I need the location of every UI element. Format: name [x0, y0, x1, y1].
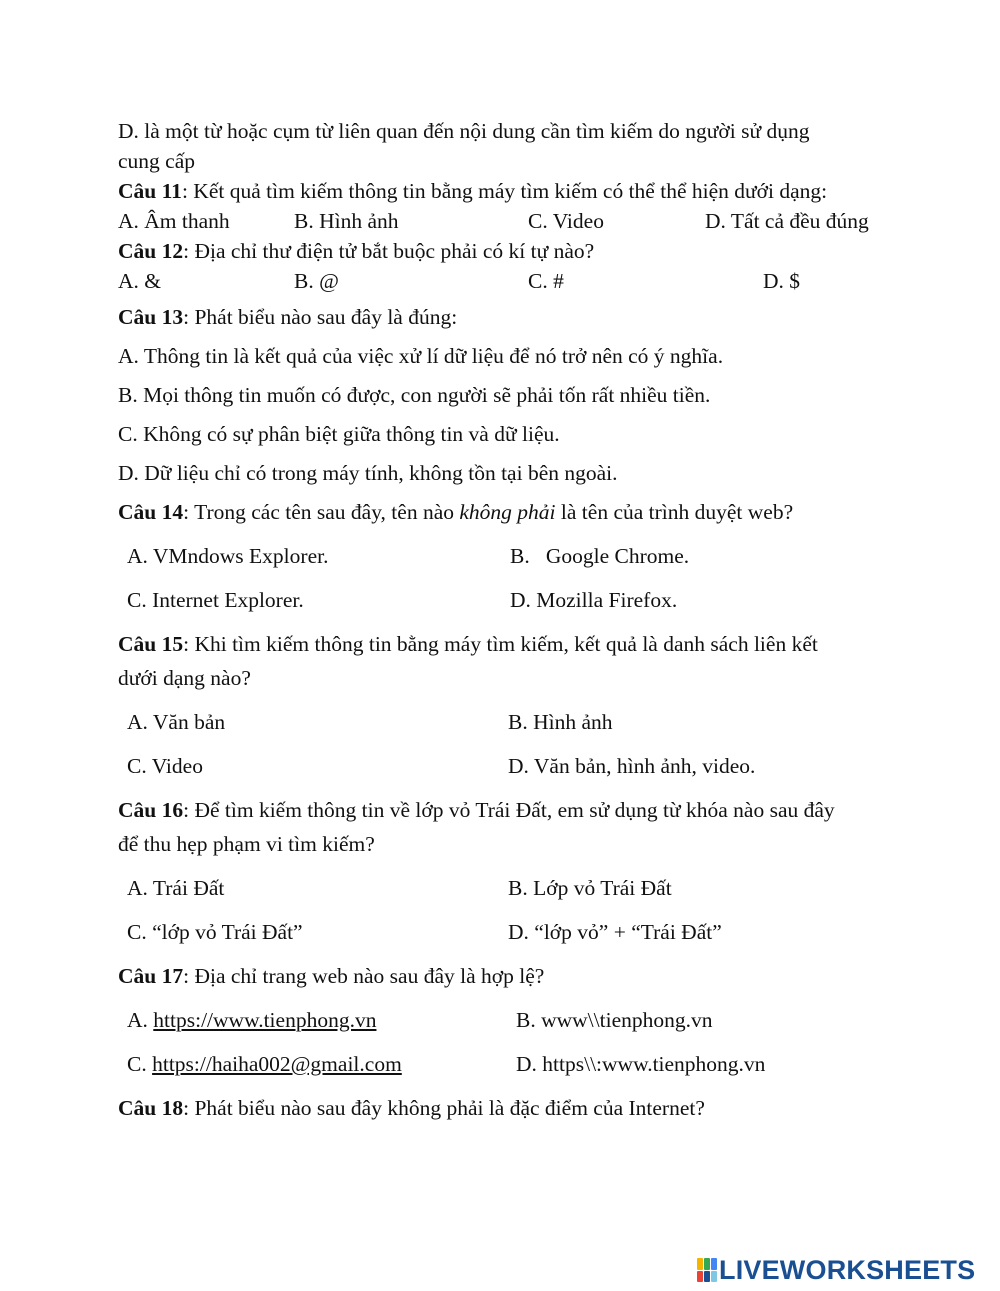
- question-text-end: là tên của trình duyệt web?: [555, 500, 794, 524]
- question-text: : Trong các tên sau đây, tên nào: [183, 500, 460, 524]
- question-12: [118, 236, 594, 266]
- q14-option-c: C. Internet Explorer.: [127, 588, 304, 612]
- question-label: Câu 18: [118, 1096, 184, 1120]
- question-17: [118, 961, 544, 991]
- q14-option-b: B. Google Chrome.: [510, 544, 690, 568]
- question-11: [118, 176, 827, 206]
- question-label: Câu 12: [118, 239, 184, 263]
- question-text: : Để tìm kiếm thông tin về lớp vỏ Trái Đất, em sử dụng từ khóa nào sau đây: [183, 798, 835, 822]
- q14-option-a: A. VMndows Explorer.: [127, 544, 329, 568]
- q15-option-a: A. Văn bản: [127, 710, 226, 734]
- question-label: Câu 13: [118, 305, 184, 329]
- q12-option-a: A. &: [118, 269, 161, 293]
- question-15: [118, 629, 818, 659]
- intro-line-2: cung cấp: [118, 149, 196, 173]
- q11-option-d: D. Tất cả đều đúng: [705, 209, 869, 233]
- q11-option-b: B. Hình ảnh: [294, 209, 399, 233]
- q16-option-d: D. “lớp vỏ” + “Trái Đất”: [508, 920, 722, 944]
- question-text: : Khi tìm kiếm thông tin bằng máy tìm kiếm, kết quả là danh sách liên kết: [183, 632, 818, 656]
- question-label: Câu 14: [118, 500, 184, 524]
- q13-option-a: A. Thông tin là kết quả của việc xử lí dữ liệu để nó trở nên có ý nghĩa.: [118, 344, 724, 368]
- q12-option-b: B. @: [294, 269, 339, 293]
- question-text: : Phát biểu nào sau đây không phải là đặc điểm của Internet?: [183, 1096, 705, 1120]
- q16-option-c: C. “lớp vỏ Trái Đất”: [127, 920, 303, 944]
- option-prefix: A.: [127, 1008, 154, 1032]
- q15-option-c: C. Video: [127, 754, 203, 778]
- q12-option-c: C. #: [528, 269, 564, 293]
- q15-option-d: D. Văn bản, hình ảnh, video.: [508, 754, 756, 778]
- question-text: : Địa chỉ trang web nào sau đây là hợp lệ?: [183, 964, 545, 988]
- question-14: [118, 497, 793, 527]
- question-text: : Kết quả tìm kiếm thông tin bằng máy tìm kiếm có thể thể hiện dưới dạng:: [181, 179, 828, 203]
- q17-option-d: D. https\\:www.tienphong.vn: [516, 1052, 766, 1076]
- question-16-line-2: để thu hẹp phạm vi tìm kiếm?: [118, 832, 375, 856]
- question-label: Câu 16: [118, 798, 184, 822]
- logo-mark-icon: [697, 1258, 717, 1282]
- question-label: Câu 17: [118, 964, 184, 988]
- q12-option-d: D. $: [763, 269, 801, 293]
- q17-option-a: [127, 1005, 376, 1035]
- question-16: [118, 795, 835, 825]
- q17-option-c: [127, 1049, 402, 1079]
- intro-line-1: D. là một từ hoặc cụm từ liên quan đến nội dung cần tìm kiếm do người sử dụng: [118, 119, 810, 143]
- q14-option-d: D. Mozilla Firefox.: [510, 588, 678, 612]
- question-emphasis: không phải: [459, 500, 556, 524]
- q16-option-a: A. Trái Đất: [127, 876, 225, 900]
- liveworksheets-logo[interactable]: [697, 1255, 975, 1285]
- q11-option-a: A. Âm thanh: [118, 209, 230, 233]
- question-text: : Phát biểu nào sau đây là đúng:: [183, 305, 458, 329]
- q13-option-b: B. Mọi thông tin muốn có được, con người sẽ phải tốn rất nhiều tiền.: [118, 383, 711, 407]
- q17-option-b: B. www\\tienphong.vn: [516, 1008, 713, 1032]
- q13-option-d: D. Dữ liệu chỉ có trong máy tính, không tồn tại bên ngoài.: [118, 461, 618, 485]
- option-link[interactable]: https://www.tienphong.vn: [153, 1008, 377, 1032]
- question-13: [118, 302, 457, 332]
- question-text: : Địa chỉ thư điện tử bắt buộc phải có kí tự nào?: [183, 239, 595, 263]
- option-link[interactable]: https://haiha002@gmail.com: [152, 1052, 402, 1076]
- q15-option-b: B. Hình ảnh: [508, 710, 613, 734]
- q16-option-b: B. Lớp vỏ Trái Đất: [508, 876, 672, 900]
- question-18: [118, 1093, 705, 1123]
- q13-option-c: C. Không có sự phân biệt giữa thông tin và dữ liệu.: [118, 422, 560, 446]
- q11-option-c: C. Video: [528, 209, 604, 233]
- logo-text: LIVEWORKSHEETS: [719, 1254, 976, 1285]
- question-15-line-2: dưới dạng nào?: [118, 666, 251, 690]
- question-label: Câu 11: [118, 179, 182, 203]
- option-prefix: C.: [127, 1052, 153, 1076]
- question-label: Câu 15: [118, 632, 184, 656]
